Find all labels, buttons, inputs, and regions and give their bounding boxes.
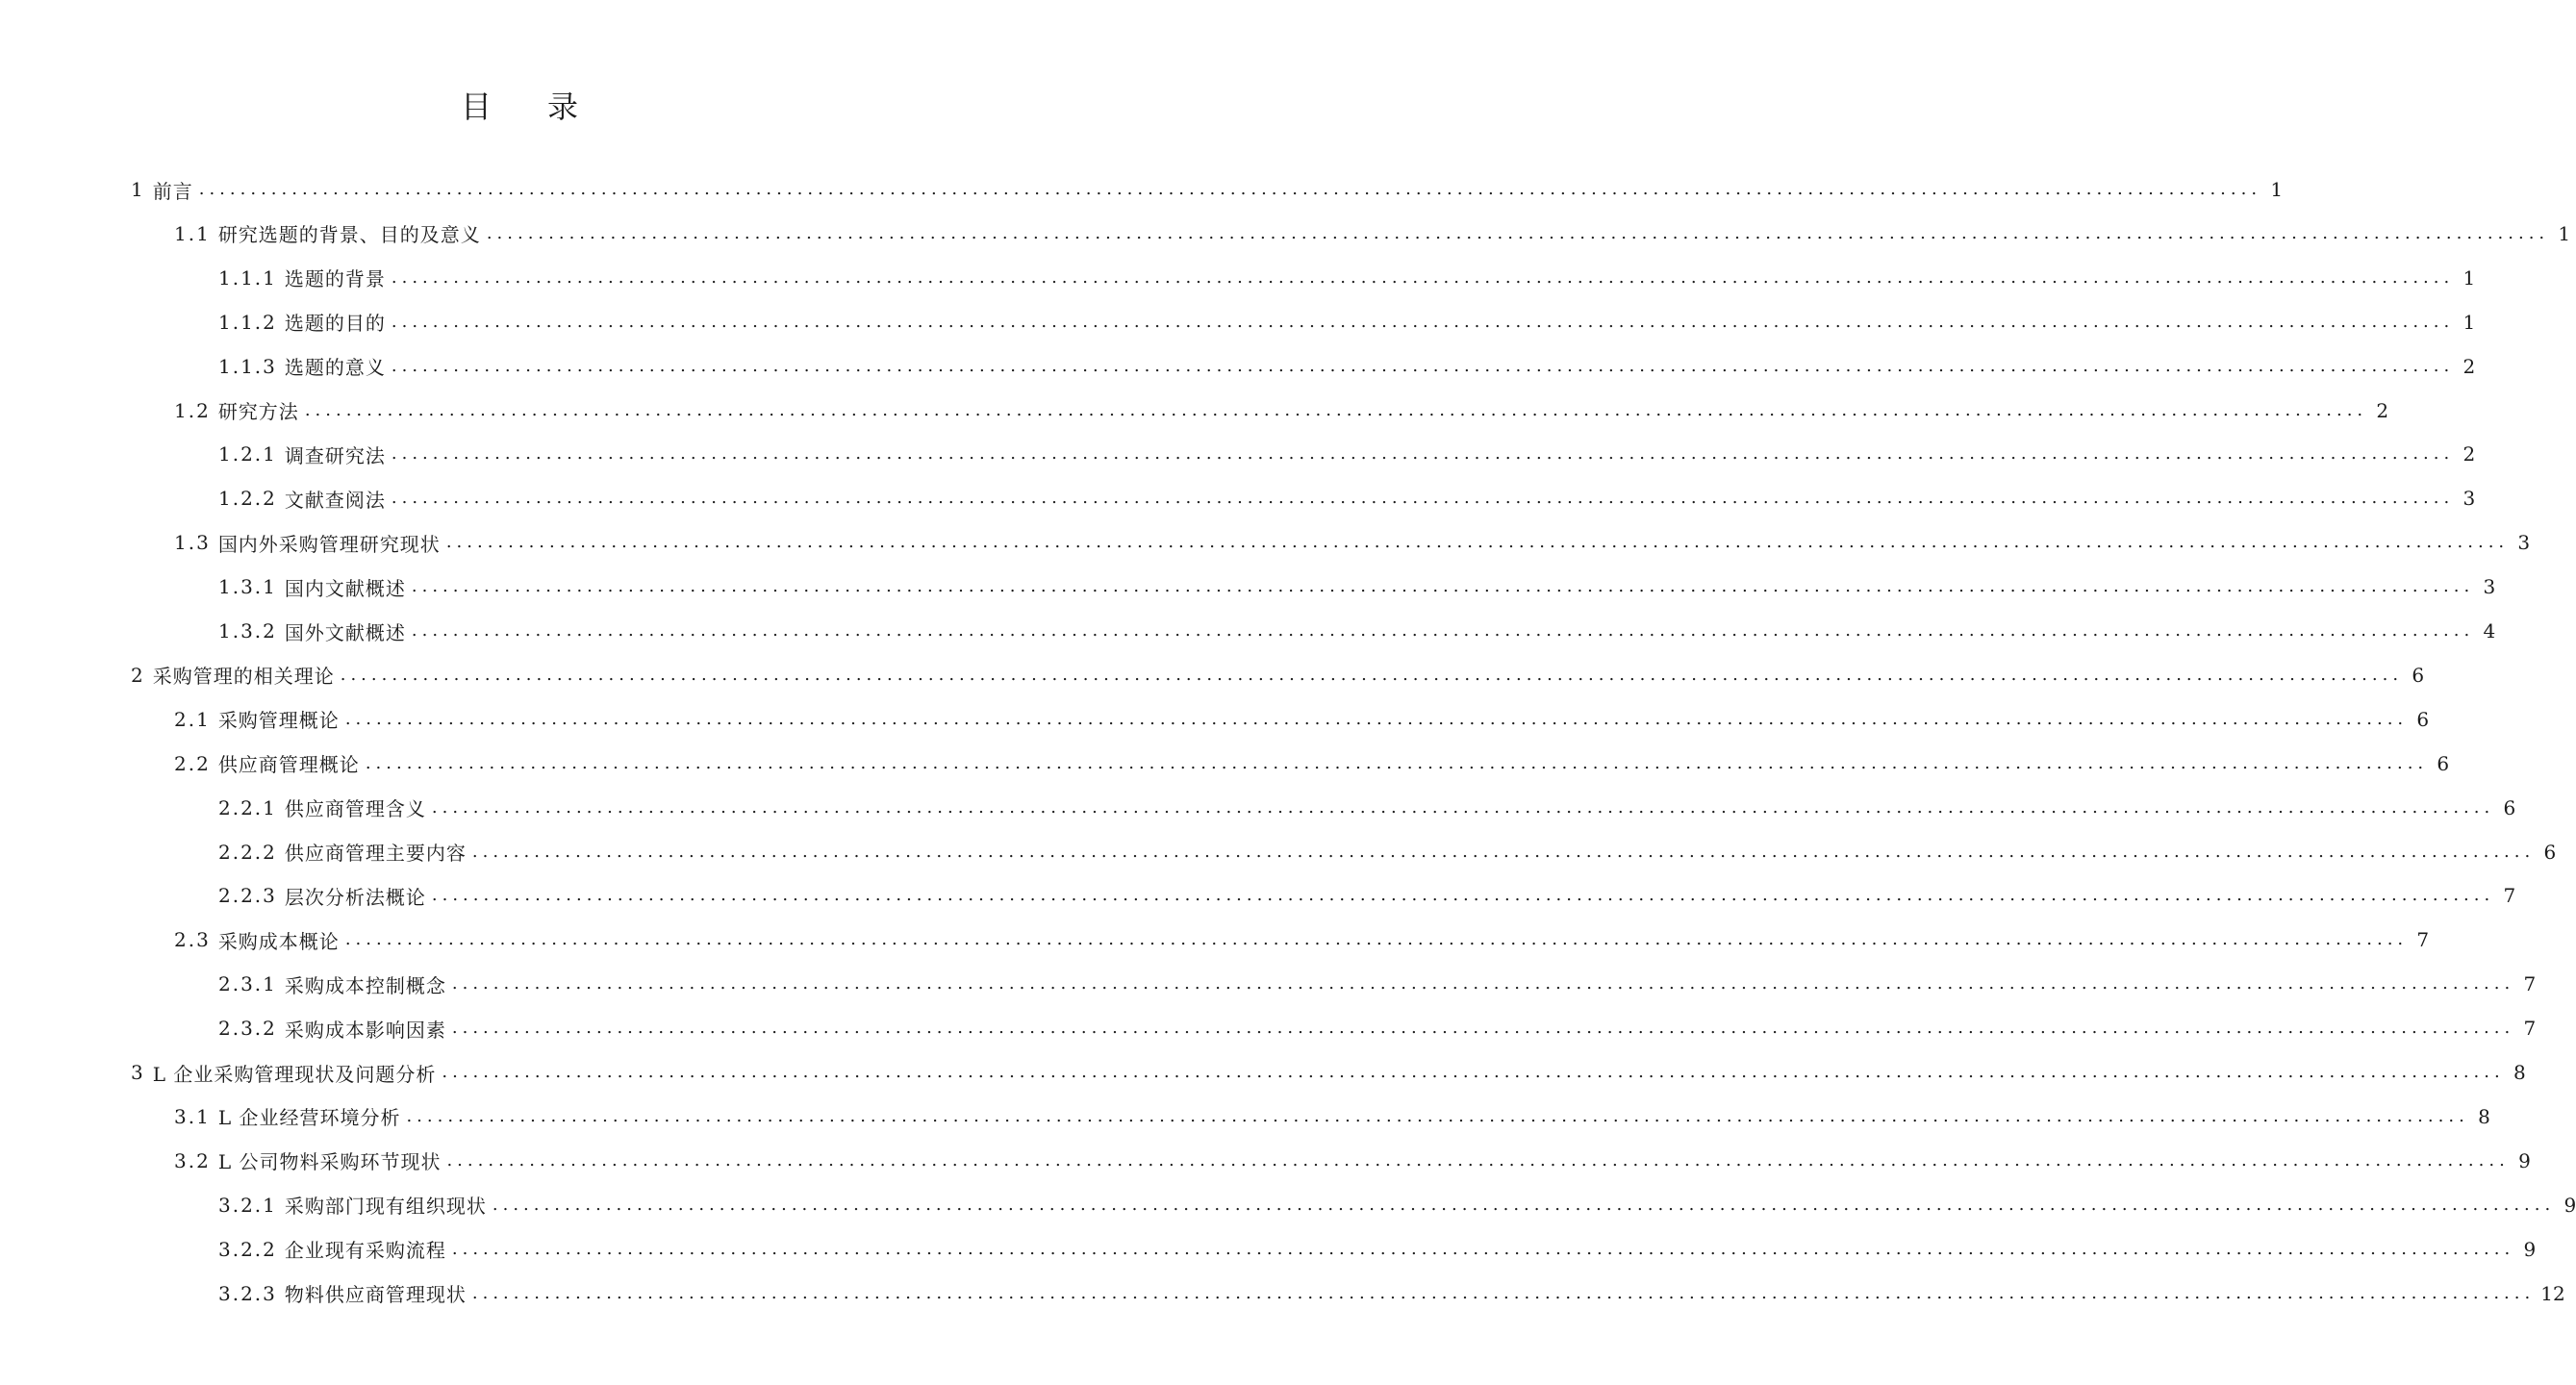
toc-dot-leader: ........................................................................................................................................................................................................ xyxy=(431,885,2495,906)
toc-entry-title: 调查研究法 xyxy=(284,443,386,467)
toc-entry-title: 采购成本控制概念 xyxy=(284,973,446,997)
toc-dot-leader: ........................................................................................................................................................................................................ xyxy=(451,1018,2515,1039)
toc-dot-leader: ........................................................................................................................................................................................................ xyxy=(391,311,2455,332)
toc-entry-page-number: 7 xyxy=(2503,884,2516,908)
toc-entry-page-number: 9 xyxy=(2518,1148,2531,1172)
toc-entry[interactable] xyxy=(174,742,2450,786)
toc-entry[interactable] xyxy=(218,565,2496,609)
toc-entry-page-number: 6 xyxy=(2412,663,2425,687)
toc-entry-title: 采购成本影响因素 xyxy=(284,1018,446,1042)
toc-entry-page-number: 7 xyxy=(2416,928,2430,952)
toc-entry[interactable] xyxy=(174,1139,2531,1183)
toc-entry[interactable] xyxy=(131,1050,2526,1095)
toc-dot-leader: ........................................................................................................................................................................................................ xyxy=(431,796,2495,818)
toc-dot-leader: ........................................................................................................................................................................................................ xyxy=(451,1238,2515,1259)
toc-entry-page-number: 6 xyxy=(2416,707,2430,731)
toc-entry-page-number: 3 xyxy=(2483,575,2496,599)
toc-entry-number: 3.2.1 xyxy=(218,1193,277,1217)
toc-entry-title: L 企业经营环境分析 xyxy=(217,1106,401,1130)
toc-entry-title: 研究选题的背景、目的及意义 xyxy=(217,223,481,247)
toc-dot-leader: ........................................................................................................................................................................................................ xyxy=(442,1062,2505,1082)
toc-entry[interactable] xyxy=(218,300,2476,344)
toc-dot-leader: ........................................................................................................................................................................................................ xyxy=(471,1282,2536,1303)
toc-entry[interactable] xyxy=(218,873,2516,918)
toc-dot-leader: ........................................................................................................................................................................................................ xyxy=(344,929,2409,950)
toc-dot-leader: ........................................................................................................................................................................................................ xyxy=(486,222,2550,243)
toc-entry-page-number: 6 xyxy=(2503,795,2516,819)
toc-entry-number: 1.1.3 xyxy=(218,354,277,378)
toc-dot-leader: ........................................................................................................................................................................................................ xyxy=(411,620,2475,641)
toc-dot-leader: ........................................................................................................................................................................................................ xyxy=(198,179,2262,199)
toc-dot-leader: ........................................................................................................................................................................................................ xyxy=(365,752,2429,773)
toc-entry-number: 3.2 xyxy=(174,1148,211,1172)
toc-dot-leader: ........................................................................................................................................................................................................ xyxy=(391,266,2455,288)
toc-entry[interactable] xyxy=(174,697,2430,742)
toc-entry-title: 选题的目的 xyxy=(284,312,386,336)
toc-entry-title: 国外文献概述 xyxy=(284,620,406,644)
toc-entry[interactable] xyxy=(174,389,2389,433)
toc-entry[interactable] xyxy=(218,1227,2537,1272)
toc-entry-page-number: 7 xyxy=(2523,972,2537,996)
toc-entry-page-number: 8 xyxy=(2478,1104,2490,1128)
title-char-right: 录 xyxy=(547,88,579,125)
toc-entry-number: 1.1.1 xyxy=(218,265,277,290)
toc-entry-number: 1.2 xyxy=(174,398,211,422)
toc-entry-page-number: 6 xyxy=(2437,751,2450,775)
toc-entry-title: 采购部门现有组织现状 xyxy=(284,1195,487,1219)
toc-dot-leader: ........................................................................................................................................................................................................ xyxy=(391,488,2455,509)
toc-entry-number: 1.3 xyxy=(174,531,211,555)
toc-entry-page-number: 6 xyxy=(2543,840,2557,864)
toc-entry-title: 选题的意义 xyxy=(284,356,386,380)
toc-entry-number: 2.2.1 xyxy=(218,795,277,819)
toc-entry[interactable] xyxy=(218,476,2476,520)
toc-entry-title: 供应商管理主要内容 xyxy=(284,842,467,865)
toc-entry-number: 2.3.2 xyxy=(218,1017,277,1041)
toc-dot-leader: ........................................................................................................................................................................................................ xyxy=(445,532,2510,553)
toc-entry-title: 企业现有采购流程 xyxy=(284,1239,446,1263)
toc-dot-leader: ........................................................................................................................................................................................................ xyxy=(340,664,2404,685)
toc-entry-page-number: 2 xyxy=(2376,398,2389,422)
toc-entry[interactable] xyxy=(218,1183,2576,1227)
toc-entry[interactable] xyxy=(218,962,2537,1006)
toc-entry[interactable] xyxy=(174,918,2430,962)
toc-entry-number: 1.1 xyxy=(174,221,211,245)
toc-entry-title: 采购管理概论 xyxy=(217,709,340,733)
toc-entry-number: 2.2.3 xyxy=(218,884,277,908)
toc-entry-number: 1.2.2 xyxy=(218,487,277,511)
toc-entry-page-number: 3 xyxy=(2462,487,2476,511)
toc-entry[interactable] xyxy=(218,344,2476,389)
toc-entry-title: 选题的背景 xyxy=(284,267,386,291)
toc-dot-leader: ........................................................................................................................................................................................................ xyxy=(471,841,2536,862)
toc-entry-number: 3 xyxy=(131,1061,145,1084)
toc-entry-number: 3.2.2 xyxy=(218,1237,277,1261)
toc-dot-leader: ........................................................................................................................................................................................................ xyxy=(451,973,2515,995)
toc-dot-leader: ........................................................................................................................................................................................................ xyxy=(446,1149,2510,1171)
toc-entry[interactable] xyxy=(174,520,2531,565)
toc-entry-number: 1.3.2 xyxy=(218,619,277,642)
toc-entry-page-number: 1 xyxy=(2462,265,2476,290)
toc-entry-number: 2.3 xyxy=(174,928,211,952)
toc-entry[interactable] xyxy=(218,609,2496,653)
toc-entry-page-number: 1 xyxy=(2558,221,2571,245)
toc-entry-page-number: 2 xyxy=(2462,354,2476,378)
toc-entry-page-number: 9 xyxy=(2563,1193,2576,1217)
toc-entry-title: 国内文献概述 xyxy=(284,576,406,600)
toc-entry-title: 研究方法 xyxy=(217,400,299,423)
toc-dot-leader: ........................................................................................................................................................................................................ xyxy=(492,1194,2556,1215)
toc-entry-page-number: 4 xyxy=(2483,619,2496,642)
toc-entry-title: 国内外采购管理研究现状 xyxy=(217,532,441,556)
toc-entry-title: 前言 xyxy=(152,179,193,203)
toc-entry[interactable] xyxy=(218,830,2557,874)
toc-entry-page-number: 12 xyxy=(2540,1281,2565,1305)
toc-entry-title: L 企业采购管理现状及问题分析 xyxy=(152,1062,437,1086)
toc-entry[interactable] xyxy=(174,212,2571,256)
toc-entry-title: 采购管理的相关理论 xyxy=(152,665,335,689)
toc-dot-leader: ........................................................................................................................................................................................................ xyxy=(406,1105,2469,1126)
toc-entry-number: 1.3.1 xyxy=(218,575,277,599)
toc-entry[interactable] xyxy=(131,167,2284,212)
toc-entry-number: 1.2.1 xyxy=(218,442,277,466)
toc-entry[interactable] xyxy=(218,1272,2565,1316)
toc-dot-leader: ........................................................................................................................................................................................................ xyxy=(304,399,2368,420)
toc-entry-page-number: 3 xyxy=(2517,531,2531,555)
page-title xyxy=(0,83,1039,127)
toc-entry[interactable] xyxy=(174,1095,2490,1139)
toc-entry-page-number: 8 xyxy=(2513,1061,2526,1084)
toc-dot-leader: ........................................................................................................................................................................................................ xyxy=(411,576,2475,597)
toc-dot-leader: ........................................................................................................................................................................................................ xyxy=(391,355,2455,376)
toc-entry-number: 2 xyxy=(131,663,145,687)
title-char-left: 目 xyxy=(460,88,492,125)
toc-entry[interactable] xyxy=(218,256,2476,300)
toc-entry[interactable] xyxy=(218,1006,2537,1050)
toc-entry-page-number: 7 xyxy=(2523,1017,2537,1041)
toc-entry-number: 3.1 xyxy=(174,1104,211,1128)
toc-entry-title: 文献查阅法 xyxy=(284,488,386,512)
toc-entry[interactable] xyxy=(218,786,2516,830)
toc-entry-title: 物料供应商管理现状 xyxy=(284,1283,467,1306)
toc-entry-number: 3.2.3 xyxy=(218,1281,277,1305)
toc-dot-leader: ........................................................................................................................................................................................................ xyxy=(391,443,2455,465)
toc-entry-number: 2.3.1 xyxy=(218,972,277,996)
toc-entry-number: 2.2.2 xyxy=(218,840,277,864)
toc-entry-title: 供应商管理概论 xyxy=(217,753,360,777)
toc-entry-title: 层次分析法概论 xyxy=(284,885,426,909)
toc-entry-title: 采购成本概论 xyxy=(217,929,340,953)
toc-entry-page-number: 9 xyxy=(2523,1237,2537,1261)
toc-entry-title: L 公司物料采购环节现状 xyxy=(217,1150,442,1174)
toc-entry-number: 2.2 xyxy=(174,751,211,775)
toc-entry-number: 1 xyxy=(131,178,145,201)
toc-entry-title: 供应商管理含义 xyxy=(284,797,426,821)
toc-entry-number: 2.1 xyxy=(174,707,211,731)
toc-entry-page-number: 2 xyxy=(2462,442,2476,466)
toc-entry-number: 1.1.2 xyxy=(218,310,277,334)
toc-entry-page-number: 1 xyxy=(2270,178,2284,201)
toc-entry[interactable] xyxy=(131,653,2425,697)
toc-entry-page-number: 1 xyxy=(2462,310,2476,334)
toc-dot-leader: ........................................................................................................................................................................................................ xyxy=(344,708,2409,729)
toc-entry[interactable] xyxy=(218,432,2476,476)
